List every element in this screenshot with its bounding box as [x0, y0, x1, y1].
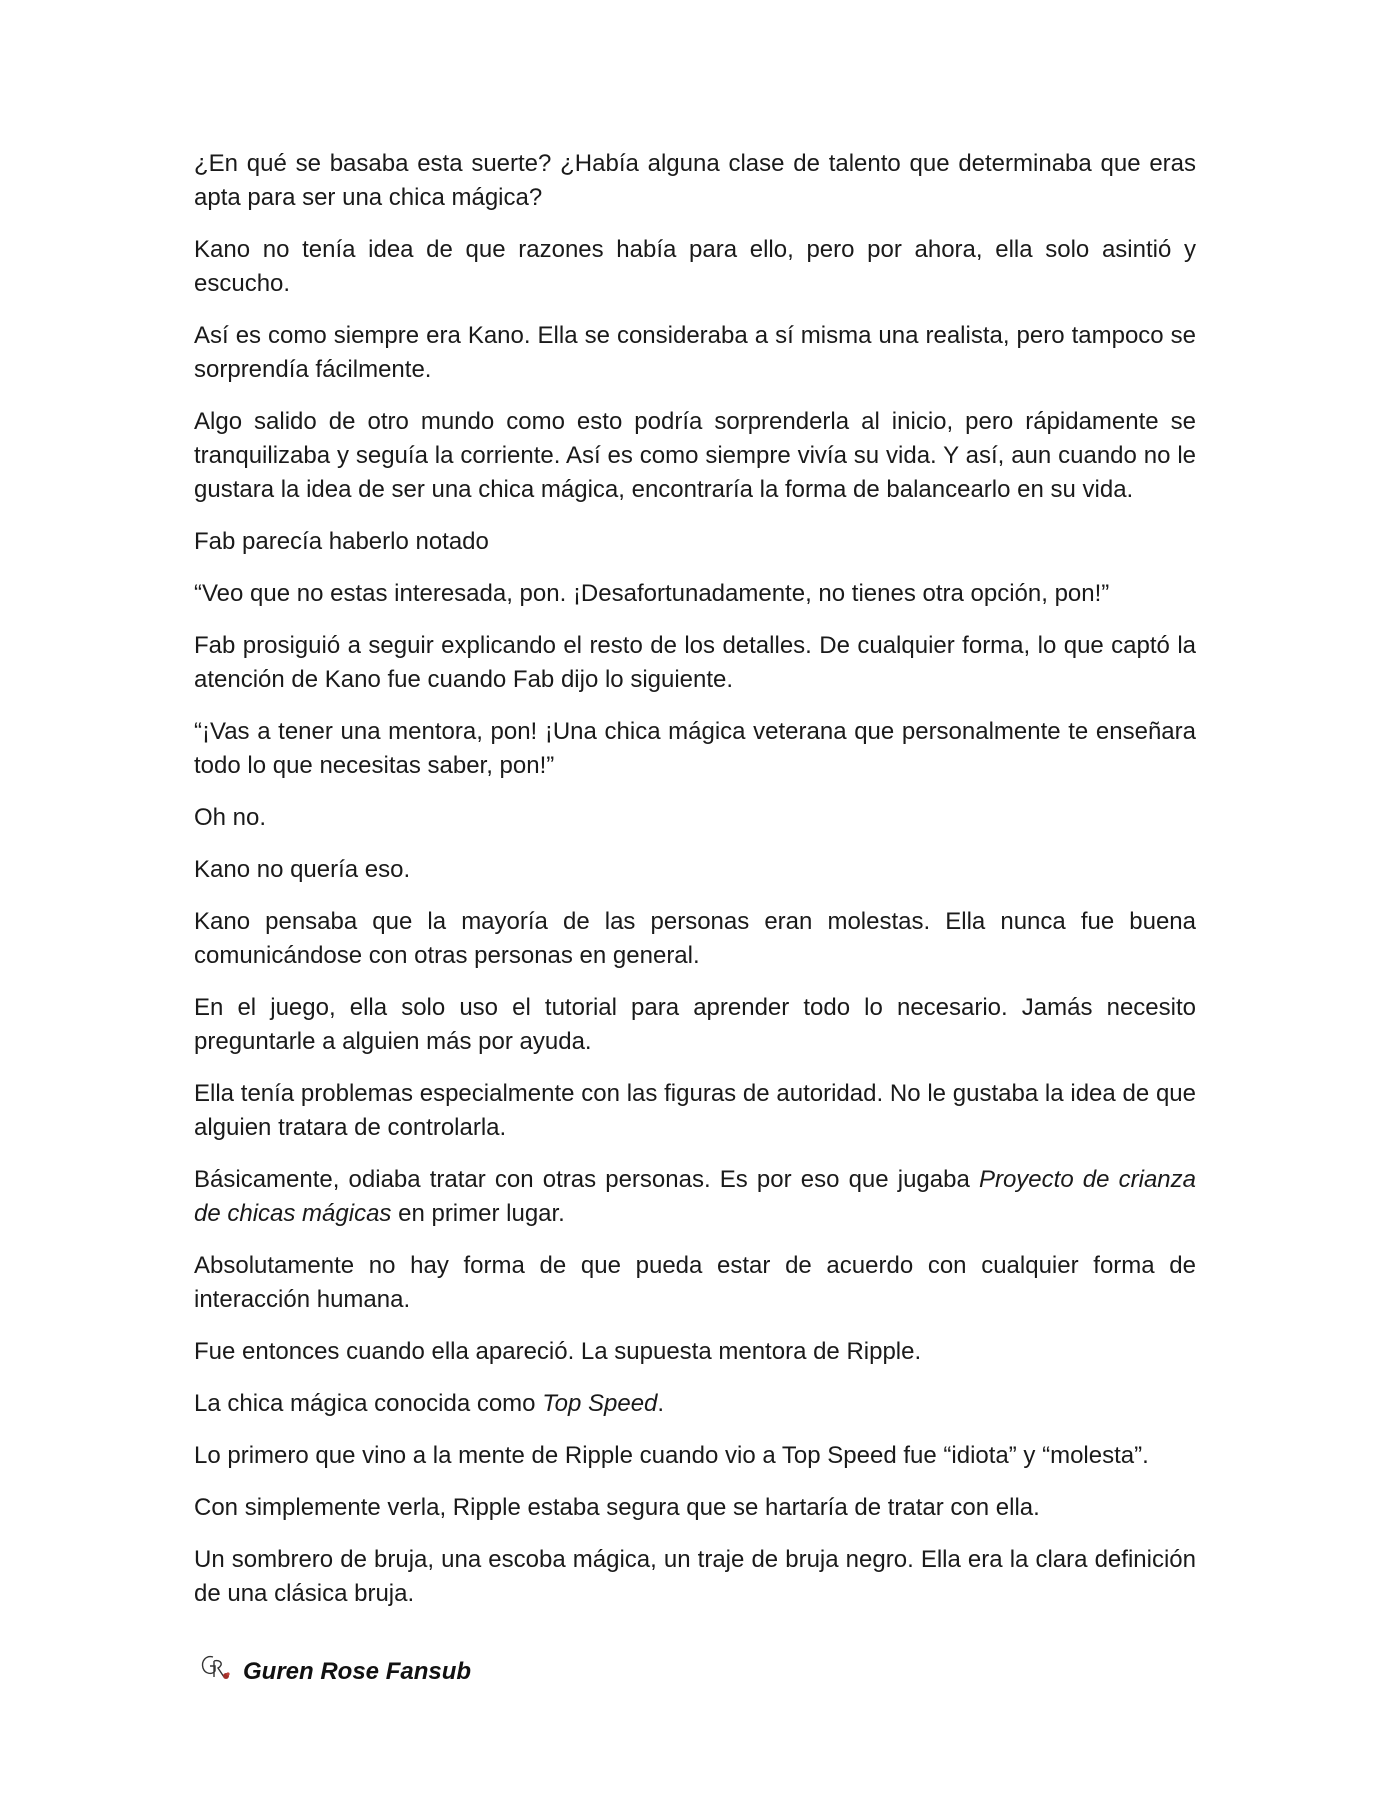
paragraph-text: Fue entonces cuando ella apareció. La supuesta mentora de Ripple.: [194, 1338, 922, 1365]
paragraph: [194, 629, 1196, 697]
paragraph-text: Absolutamente no hay forma de que pueda estar de acuerdo con cualquier forma de interacción humana.: [194, 1252, 1196, 1313]
paragraph-text: Básicamente, odiaba tratar con otras personas. Es por eso que jugaba: [194, 1166, 979, 1193]
paragraph: [194, 405, 1196, 507]
paragraph-text: En el juego, ella solo uso el tutorial para aprender todo lo necesario. Jamás necesito preguntarle a alguien más por ayuda.: [194, 994, 1196, 1055]
italic-title-text: Proyecto de crianza de chicas mágicas: [194, 1166, 1196, 1227]
paragraph: [194, 1249, 1196, 1317]
paragraph-text: Con simplemente verla, Ripple estaba segura que se hartaría de tratar con ella.: [194, 1494, 1040, 1521]
paragraph-text: Fab parecía haberlo notado: [194, 528, 489, 555]
paragraph: [194, 1163, 1196, 1231]
paragraph-text: .: [657, 1390, 665, 1417]
footer: [197, 1648, 471, 1686]
paragraph-text: Un sombrero de bruja, una escoba mágica, un traje de bruja negro. Ella era la clara definición de una clásica bruja.: [194, 1546, 1196, 1607]
paragraph: [194, 991, 1196, 1059]
paragraph-text: Fab prosiguió a seguir explicando el resto de los detalles. De cualquier forma, lo que captó la atención de Kano fue cuando Fab dijo lo siguiente.: [194, 632, 1196, 693]
paragraph-text: Así es como siempre era Kano. Ella se consideraba a sí misma una realista, pero tampoco se sorprendía fácilmente.: [194, 322, 1196, 383]
footer-text: Guren Rose Fansub: [243, 1658, 472, 1685]
paragraph: [194, 853, 1196, 887]
paragraph: [194, 1543, 1196, 1611]
paragraph-text: Ella tenía problemas especialmente con las figuras de autoridad. No le gustaba la idea de que alguien tratara de controlarla.: [194, 1080, 1196, 1141]
paragraph-text: Kano no quería eso.: [194, 856, 411, 883]
paragraph: [194, 147, 1196, 215]
paragraph: [194, 1335, 1196, 1369]
paragraph-text: Kano pensaba que la mayoría de las personas eran molestas. Ella nunca fue buena comunicándose con otras personas en general.: [194, 908, 1196, 969]
paragraph-text: ¿En qué se basaba esta suerte? ¿Había alguna clase de talento que determinaba que eras apta para ser una chica mágica?: [194, 150, 1196, 211]
paragraph-text: Oh no.: [194, 804, 267, 831]
paragraph-text: en primer lugar.: [391, 1200, 565, 1227]
paragraph-text: La chica mágica conocida como: [194, 1390, 543, 1417]
paragraph: [194, 319, 1196, 387]
text-body: [194, 147, 1196, 1611]
paragraph-text: “¡Vas a tener una mentora, pon! ¡Una chica mágica veterana que personalmente te enseñara todo lo que necesitas saber, pon!”: [194, 718, 1196, 779]
paragraph: [194, 1387, 1196, 1421]
paragraph-text: Kano no tenía idea de que razones había para ello, pero por ahora, ella solo asintió y escucho.: [194, 236, 1196, 297]
paragraph: [194, 715, 1196, 783]
paragraph: [194, 1491, 1196, 1525]
paragraph-text: Lo primero que vino a la mente de Ripple cuando vio a Top Speed fue “idiota” y “molesta”.: [194, 1442, 1149, 1469]
paragraph: [194, 801, 1196, 835]
paragraph: [194, 525, 1196, 559]
paragraph: [194, 577, 1196, 611]
italic-title-text: Top Speed: [542, 1390, 658, 1417]
paragraph-text: Algo salido de otro mundo como esto podría sorprenderla al inicio, pero rápidamente se tranquilizaba y seguía la corriente. Así es como siempre vivía su vida. Y así, aun cuando no le gustara la idea de ser una chica mágica, encontraría la forma de balancearlo en su vida.: [194, 408, 1196, 503]
gr-monogram-logo-icon: [197, 1649, 233, 1685]
paragraph-text: “Veo que no estas interesada, pon. ¡Desafortunadamente, no tienes otra opción, pon!”: [194, 580, 1110, 607]
paragraph: [194, 233, 1196, 301]
paragraph: [194, 1077, 1196, 1145]
paragraph: [194, 905, 1196, 973]
paragraph: [194, 1439, 1196, 1473]
